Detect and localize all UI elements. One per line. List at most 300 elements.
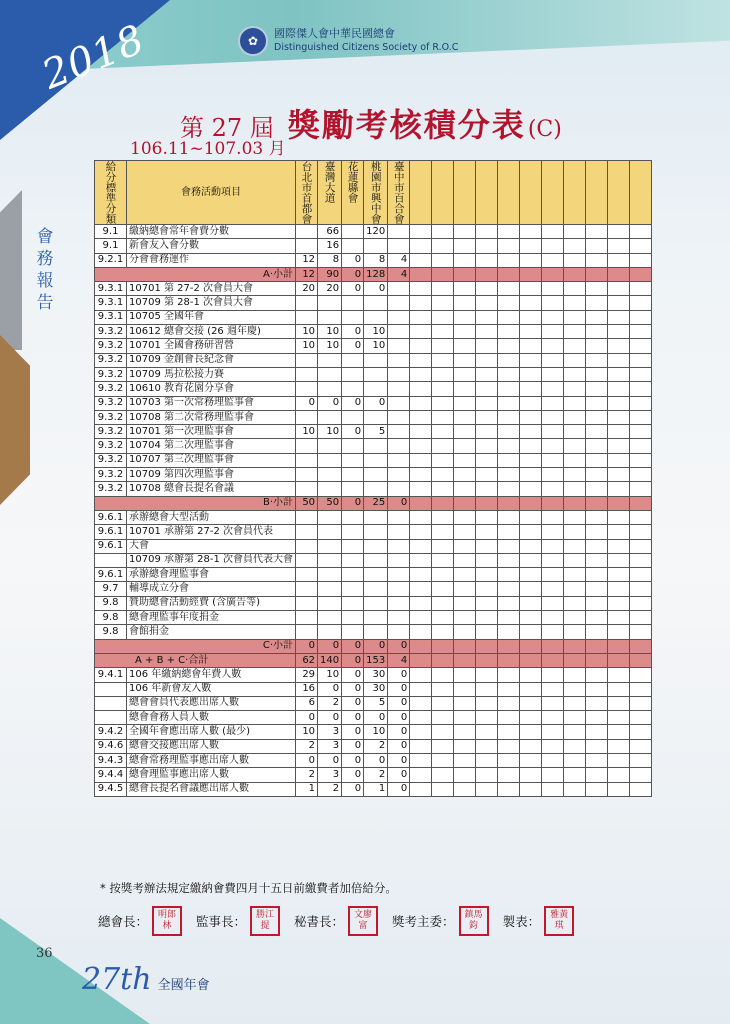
empty-cell [498, 225, 520, 239]
table-row [95, 310, 652, 324]
empty-cell [630, 611, 652, 625]
score-table [94, 160, 652, 797]
empty-cell [520, 253, 542, 267]
empty-cell [520, 611, 542, 625]
table-row [95, 696, 652, 710]
empty-cell [608, 353, 630, 367]
score-cell [318, 410, 342, 424]
score-cell: 0 [296, 711, 318, 725]
empty-cell [410, 611, 432, 625]
score-cell [364, 625, 388, 639]
score-cell [342, 596, 364, 610]
footer-event: 全國年會 [157, 978, 210, 993]
empty-cell [454, 282, 476, 296]
score-cell: 10 [296, 325, 318, 339]
score-cell [342, 310, 364, 324]
score-cell: 62 [296, 653, 318, 667]
empty-cell [520, 239, 542, 253]
empty-cell [586, 653, 608, 667]
empty-cell [520, 425, 542, 439]
empty-cell [630, 468, 652, 482]
score-cell [364, 553, 388, 567]
empty-cell [564, 682, 586, 696]
empty-cell [432, 267, 454, 281]
empty-cell [520, 510, 542, 524]
row-item: 10709 承辦第 28-1 次會員代表大會 [127, 553, 296, 567]
footnote: * 按獎考辦法規定繳納會費四月十五日前繳費者加倍給分。 [100, 881, 397, 895]
empty-cell [608, 282, 630, 296]
row-code [95, 711, 127, 725]
empty-cell [454, 225, 476, 239]
empty-cell [564, 267, 586, 281]
score-cell: 2 [296, 739, 318, 753]
empty-cell [498, 396, 520, 410]
empty-cell [608, 325, 630, 339]
empty-cell [476, 382, 498, 396]
empty-cell [476, 711, 498, 725]
empty-cell [542, 668, 564, 682]
empty-cell [454, 353, 476, 367]
row-code: 9.4.1 [95, 668, 127, 682]
empty-cell [564, 482, 586, 496]
empty-cell [454, 696, 476, 710]
empty-cell [564, 668, 586, 682]
row-item: 10708 第二次常務理監事會 [127, 410, 296, 424]
chapter-name: 台北市首都會 [300, 161, 313, 224]
empty-cell [564, 696, 586, 710]
empty-cell [410, 282, 432, 296]
empty-cell [454, 539, 476, 553]
header-category [95, 161, 127, 225]
score-cell: 8 [318, 253, 342, 267]
empty-cell [432, 553, 454, 567]
empty-cell [432, 711, 454, 725]
empty-cell [586, 768, 608, 782]
empty-cell [608, 453, 630, 467]
empty-cell [410, 396, 432, 410]
row-item: 大會 [127, 539, 296, 553]
empty-cell [454, 482, 476, 496]
empty-cell [454, 682, 476, 696]
row-code: 9.8 [95, 596, 127, 610]
row-code: 9.3.2 [95, 353, 127, 367]
score-cell: 2 [364, 739, 388, 753]
row-code: 9.3.2 [95, 410, 127, 424]
table-row [95, 253, 652, 267]
table-row [95, 510, 652, 524]
empty-cell [564, 639, 586, 653]
row-code: 9.4.2 [95, 725, 127, 739]
empty-cell [586, 611, 608, 625]
empty-cell [454, 525, 476, 539]
empty-cell [630, 682, 652, 696]
row-code [95, 553, 127, 567]
empty-cell [476, 782, 498, 796]
empty-cell [454, 639, 476, 653]
empty-cell [586, 310, 608, 324]
empty-cell [586, 625, 608, 639]
side-decoration-grey [0, 190, 22, 350]
empty-cell [542, 325, 564, 339]
score-cell: 10 [296, 725, 318, 739]
empty-cell [542, 725, 564, 739]
empty-cell [564, 353, 586, 367]
empty-cell [586, 739, 608, 753]
org-name-en: Distinguished Citizens Society of R.O.C [274, 42, 459, 53]
empty-cell [564, 367, 586, 381]
score-cell [364, 611, 388, 625]
score-cell [388, 611, 410, 625]
table-row [95, 468, 652, 482]
empty-cell [432, 296, 454, 310]
empty-cell [476, 739, 498, 753]
score-cell [342, 468, 364, 482]
score-cell [364, 410, 388, 424]
empty-cell [498, 582, 520, 596]
empty-cell [432, 696, 454, 710]
subtotal-label: A‧小計 [95, 267, 296, 281]
empty-cell [608, 711, 630, 725]
empty-cell [564, 596, 586, 610]
score-cell [342, 353, 364, 367]
score-cell [388, 310, 410, 324]
score-cell [342, 582, 364, 596]
empty-cell [630, 525, 652, 539]
score-cell: 0 [388, 782, 410, 796]
score-cell [296, 568, 318, 582]
header-empty [410, 161, 432, 225]
empty-cell [630, 225, 652, 239]
empty-cell [432, 339, 454, 353]
empty-cell [476, 725, 498, 739]
score-cell [364, 568, 388, 582]
empty-cell [498, 553, 520, 567]
empty-cell [410, 682, 432, 696]
empty-cell [542, 768, 564, 782]
empty-cell [432, 353, 454, 367]
row-code: 9.1 [95, 239, 127, 253]
empty-cell [542, 482, 564, 496]
seal-stamp-icon: 文廖富 [348, 906, 378, 936]
empty-cell [630, 310, 652, 324]
empty-cell [432, 453, 454, 467]
empty-cell [564, 425, 586, 439]
empty-cell [520, 668, 542, 682]
empty-cell [410, 425, 432, 439]
empty-cell [476, 625, 498, 639]
score-cell [318, 625, 342, 639]
score-cell: 0 [364, 396, 388, 410]
empty-cell [432, 425, 454, 439]
empty-cell [432, 310, 454, 324]
score-cell [364, 482, 388, 496]
empty-cell [608, 296, 630, 310]
score-cell [318, 568, 342, 582]
empty-cell [542, 625, 564, 639]
score-cell: 0 [342, 653, 364, 667]
empty-cell [432, 653, 454, 667]
score-cell [388, 353, 410, 367]
empty-cell [586, 725, 608, 739]
table-row [95, 753, 652, 767]
empty-cell [410, 696, 432, 710]
row-code: 9.4.5 [95, 782, 127, 796]
subtotal-row [95, 653, 652, 667]
empty-cell [542, 496, 564, 510]
empty-cell [542, 782, 564, 796]
row-item: 10709 第四次理監事會 [127, 468, 296, 482]
empty-cell [630, 253, 652, 267]
score-cell: 10 [364, 725, 388, 739]
empty-cell [630, 568, 652, 582]
empty-cell [542, 553, 564, 567]
empty-cell [608, 525, 630, 539]
score-cell [318, 382, 342, 396]
empty-cell [454, 653, 476, 667]
empty-cell [564, 582, 586, 596]
empty-cell [520, 468, 542, 482]
score-cell: 0 [388, 496, 410, 510]
header-item: 會務活動項目 [127, 161, 296, 225]
score-cell [364, 510, 388, 524]
empty-cell [454, 753, 476, 767]
empty-cell [498, 282, 520, 296]
score-cell: 16 [318, 239, 342, 253]
empty-cell [520, 653, 542, 667]
empty-cell [454, 568, 476, 582]
table-header-row [95, 161, 652, 225]
empty-cell [542, 696, 564, 710]
empty-cell [432, 625, 454, 639]
subtotal-label: B‧小計 [95, 496, 296, 510]
chapter-name: 臺灣大道 [323, 161, 336, 203]
score-cell: 50 [318, 496, 342, 510]
row-code: 9.3.2 [95, 453, 127, 467]
score-cell [342, 367, 364, 381]
empty-cell [630, 410, 652, 424]
score-cell [364, 439, 388, 453]
row-code: 9.8 [95, 611, 127, 625]
table-row [95, 739, 652, 753]
seal-stamp-icon: 明郎林 [152, 906, 182, 936]
score-cell [388, 239, 410, 253]
empty-cell [542, 282, 564, 296]
empty-cell [432, 282, 454, 296]
empty-cell [564, 753, 586, 767]
table-row [95, 396, 652, 410]
empty-cell [476, 639, 498, 653]
score-cell [318, 367, 342, 381]
score-cell: 0 [364, 639, 388, 653]
empty-cell [520, 725, 542, 739]
empty-cell [498, 468, 520, 482]
score-cell: 0 [342, 782, 364, 796]
score-cell [364, 239, 388, 253]
empty-cell [432, 525, 454, 539]
table-row [95, 768, 652, 782]
row-item: 10701 第一次理監事會 [127, 425, 296, 439]
empty-cell [520, 325, 542, 339]
empty-cell [476, 611, 498, 625]
score-cell [388, 439, 410, 453]
title-suffix: (C) [527, 117, 562, 142]
score-cell [388, 225, 410, 239]
score-cell: 0 [296, 396, 318, 410]
empty-cell [542, 382, 564, 396]
row-code: 9.4.6 [95, 739, 127, 753]
score-cell [388, 510, 410, 524]
empty-cell [498, 653, 520, 667]
score-cell: 5 [364, 425, 388, 439]
empty-cell [564, 625, 586, 639]
score-cell: 0 [388, 753, 410, 767]
score-cell: 0 [342, 753, 364, 767]
score-cell [296, 539, 318, 553]
empty-cell [586, 225, 608, 239]
empty-cell [498, 696, 520, 710]
empty-cell [586, 711, 608, 725]
score-cell: 128 [364, 267, 388, 281]
empty-cell [542, 339, 564, 353]
empty-cell [564, 325, 586, 339]
score-cell: 0 [318, 753, 342, 767]
score-cell [318, 453, 342, 467]
row-code: 9.3.2 [95, 325, 127, 339]
score-cell: 0 [342, 425, 364, 439]
empty-cell [432, 725, 454, 739]
empty-cell [454, 296, 476, 310]
empty-cell [586, 682, 608, 696]
row-item: 106 年繳納總會年費人數 [127, 668, 296, 682]
row-code: 9.3.1 [95, 310, 127, 324]
empty-cell [542, 239, 564, 253]
empty-cell [432, 582, 454, 596]
empty-cell [432, 367, 454, 381]
score-cell: 3 [318, 739, 342, 753]
score-cell: 16 [296, 682, 318, 696]
score-cell [364, 539, 388, 553]
score-cell: 8 [364, 253, 388, 267]
empty-cell [586, 468, 608, 482]
score-cell [364, 310, 388, 324]
empty-cell [520, 396, 542, 410]
empty-cell [630, 625, 652, 639]
empty-cell [542, 225, 564, 239]
empty-cell [432, 439, 454, 453]
score-cell [388, 425, 410, 439]
empty-cell [454, 553, 476, 567]
empty-cell [476, 282, 498, 296]
footer-title [82, 962, 210, 997]
empty-cell [520, 696, 542, 710]
empty-cell [630, 382, 652, 396]
empty-cell [542, 525, 564, 539]
empty-cell [586, 267, 608, 281]
empty-cell [586, 553, 608, 567]
score-cell: 140 [318, 653, 342, 667]
score-cell: 0 [342, 739, 364, 753]
score-cell: 0 [318, 396, 342, 410]
empty-cell [476, 482, 498, 496]
empty-cell [476, 668, 498, 682]
score-cell [296, 510, 318, 524]
empty-cell [432, 410, 454, 424]
empty-cell [476, 339, 498, 353]
empty-cell [476, 367, 498, 381]
row-code: 9.7 [95, 582, 127, 596]
empty-cell [608, 553, 630, 567]
empty-cell [630, 696, 652, 710]
header-empty [498, 161, 520, 225]
score-cell: 4 [388, 653, 410, 667]
score-cell: 0 [342, 768, 364, 782]
row-code: 9.8 [95, 625, 127, 639]
empty-cell [608, 225, 630, 239]
empty-cell [476, 768, 498, 782]
empty-cell [476, 253, 498, 267]
empty-cell [630, 339, 652, 353]
row-item: 總會理監事應出席人數 [127, 768, 296, 782]
row-item: 10701 第 27-2 次會員大會 [127, 282, 296, 296]
empty-cell [520, 339, 542, 353]
chapter-name: 臺中市百合會 [392, 161, 405, 224]
empty-cell [498, 296, 520, 310]
empty-cell [608, 625, 630, 639]
empty-cell [564, 310, 586, 324]
score-cell [342, 553, 364, 567]
empty-cell [630, 425, 652, 439]
score-cell: 0 [388, 668, 410, 682]
empty-cell [498, 453, 520, 467]
score-cell [342, 410, 364, 424]
header-chapter [342, 161, 364, 225]
score-cell [318, 510, 342, 524]
header-empty [564, 161, 586, 225]
empty-cell [410, 296, 432, 310]
score-cell [342, 225, 364, 239]
empty-cell [586, 539, 608, 553]
empty-cell [476, 225, 498, 239]
empty-cell [410, 482, 432, 496]
empty-cell [608, 425, 630, 439]
score-cell [388, 339, 410, 353]
table-row [95, 582, 652, 596]
empty-cell [498, 482, 520, 496]
section-label: 會務報告 [36, 227, 54, 313]
empty-cell [564, 510, 586, 524]
title-main: 獎勵考核積分表 [287, 106, 526, 144]
empty-cell [586, 525, 608, 539]
score-cell: 0 [296, 753, 318, 767]
header-empty [454, 161, 476, 225]
table-row [95, 725, 652, 739]
empty-cell [542, 753, 564, 767]
empty-cell [586, 582, 608, 596]
empty-cell [454, 468, 476, 482]
empty-cell [586, 282, 608, 296]
subtotal-row [95, 639, 652, 653]
empty-cell [498, 668, 520, 682]
score-cell: 0 [342, 325, 364, 339]
empty-cell [432, 768, 454, 782]
org-logo-icon: ✿ [238, 26, 268, 56]
empty-cell [432, 468, 454, 482]
row-item: 新會友入會分數 [127, 239, 296, 253]
empty-cell [564, 296, 586, 310]
empty-cell [586, 496, 608, 510]
empty-cell [608, 582, 630, 596]
score-cell: 6 [296, 696, 318, 710]
